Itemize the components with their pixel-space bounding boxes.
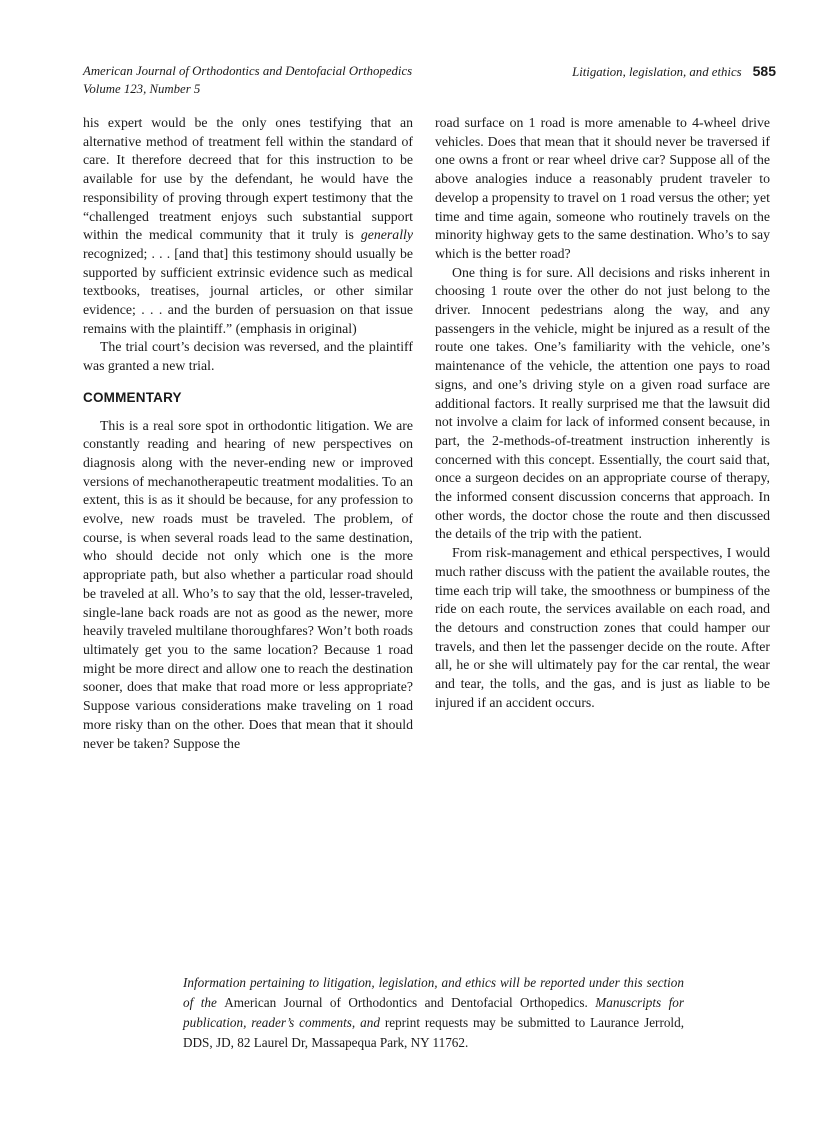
journal-volume-line: Volume 123, Number 5	[83, 81, 201, 96]
paragraph-road-surface: road surface on 1 road is more amenable to 4-wheel drive vehicles. Does that mean that it should never be traversed if one owns a front or rear wheel drive car? Suppose all of the above analogies induce a reasonably prudent traveler to develop a propensity to travel on 1 road versus the other; yet time and time again, someone who routinely travels on the minority highway gets to the same destination. Who’s to say which is the better road?	[435, 115, 770, 261]
footnote-roman-text: reprint requests may be submitted to Laurance Jerrold, DDS, JD, 82 Laurel Dr, Massapequa Park, NY 11762.	[183, 1014, 684, 1050]
paragraph-expert-testimony	[83, 114, 413, 338]
paragraph-risk-management: From risk-management and ethical perspectives, I would much rather discuss with the patient the available routes, the time each trip will take, the smoothness or bumpiness of the ride on each route, the services available on each road, and the detours and construction zones that could hamper our travels, and then let the passenger decide on the route. After all, he or she will ultimately pay for the car rental, the wear and tear, the tolls, and the gas, and is just as liable to be injured if an accident occurs.	[435, 545, 770, 710]
journal-identity	[83, 63, 412, 98]
right-column	[435, 114, 770, 753]
footnote-roman-text: American Journal of Orthodontics and Dentofacial Orthopedics.	[224, 994, 596, 1010]
section-footnote	[183, 973, 684, 1053]
running-head	[83, 63, 776, 98]
paragraph-text: his expert would be the only ones testifying that an alternative method of treatment fell within the standard of care. It therefore decreed that for this instruction to be available for use by the defendant, he would have the responsibility of proving through expert testimony that the “challenged treatment enjoys such substantial support within the medical community that it truly is	[83, 115, 413, 243]
footnote-italic-text: Information pertaining to litigation, legislation, and ethics will be reported under this section of the	[183, 975, 684, 1010]
left-column	[83, 114, 413, 753]
paragraph-commentary-1: This is a real sore spot in orthodontic litigation. We are constantly reading and hearing of new perspectives on diagnosis along with the never-ending new or improved versions of mechanotherapeutic treatment modalities. To an extent, this is as it should be because, for any profession to evolve, new roads must be traveled. The problem, of course, is when several roads lead to the same destination, who should decide not only which one is the more appropriate path, but also whether a particular road should be traveled at all. Who’s to say that the old, lesser-traveled, single-lane back roads are not as good as the newer, more heavily traveled multilane thoroughfares? Won’t both roads ultimately get you to the same location? Because 1 road might be more direct and allow one to reach the destination sooner, does that make that road more or less appropriate? Suppose various considerations make traveling on 1 road more risky than on the other. Does that mean that it should never be taken? Suppose the	[83, 417, 413, 751]
section-title: Litigation, legislation, and ethics	[572, 65, 742, 79]
paragraph-emphasis: generally	[360, 227, 413, 243]
page-number: 585	[752, 63, 776, 79]
footnote-italic-text: Manuscripts for publication, reader’s comments, and	[183, 994, 684, 1030]
journal-name: American Journal of Orthodontics and Dentofacial Orthopedics	[83, 64, 413, 78]
paragraph-text: recognized; . . . [and that] this testimony should usually be supported by sufficient extrinsic evidence such as medical textbooks, treatises, journal articles, or other similar evidence; . . . and the burden of persuasion on that issue remains with the plaintiff.” (emphasis in original)	[83, 245, 413, 336]
article-body	[83, 114, 770, 753]
paragraph-decisions-risks: One thing is for sure. All decisions and risks inherent in choosing 1 route over the other do not just belong to the driver. Innocent pedestrians along the way, and any passengers in the vehicle, might be injured as a result of the route one takes. One’s familiarity with the vehicle, one’s maintenance of the vehicle, the attention one pays to road signs, and one’s driving style on a given road surface are additional factors. It really surprised me that the lawsuit did not involve a claim for lack of informed consent because, in part, the 2-methods-of-treatment instruction inherently is concerned with this concept. Essentially, the court said that, once a surgeon decides on an appropriate course of therapy, the informed consent discussion concerns that approach. In other words, the doctor chose the route and then discussed the details of the trip with the patient.	[435, 264, 770, 542]
section-folio	[572, 63, 776, 82]
paragraph-trial-court: The trial court’s decision was reversed, and the plaintiff was granted a new trial.	[83, 339, 413, 374]
commentary-heading: COMMENTARY	[83, 389, 182, 405]
